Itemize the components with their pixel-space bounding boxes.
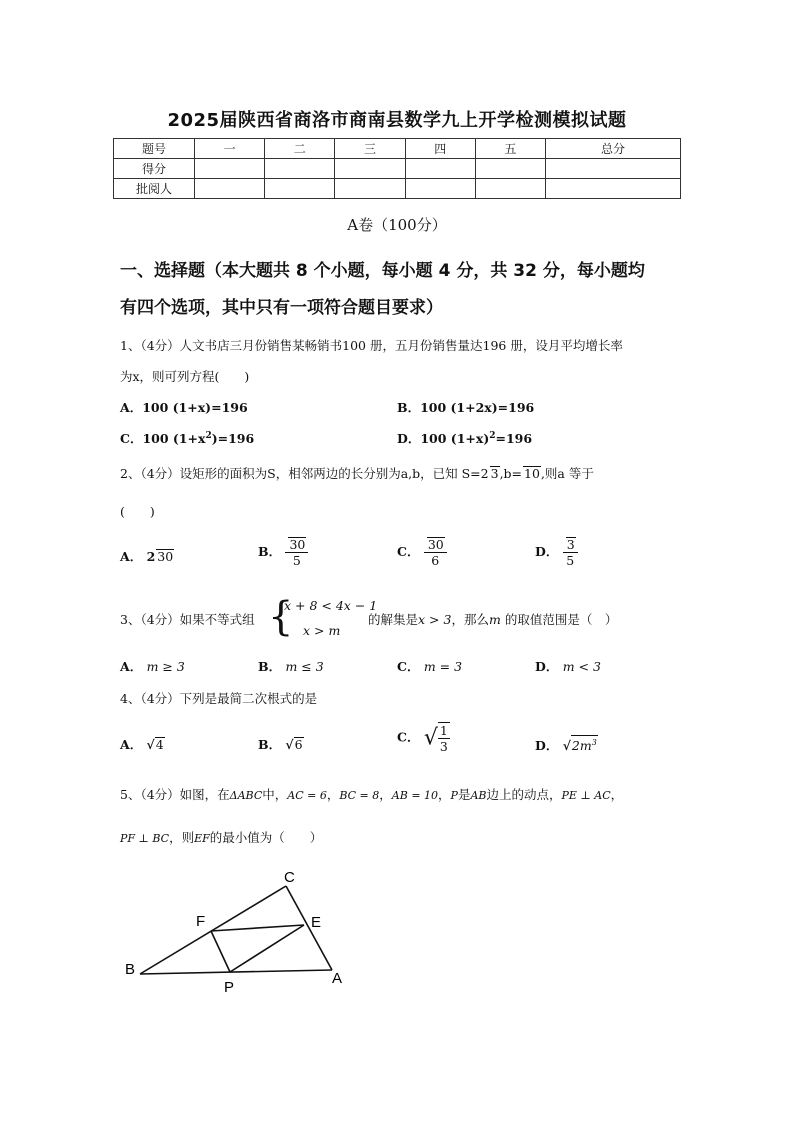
label-b: B: [125, 961, 136, 978]
question-1-line2: 为x，则可列方程( ): [120, 369, 250, 384]
table-cell: [546, 159, 681, 179]
segment-ba: [140, 970, 332, 974]
q4-option-a: A． √4: [120, 737, 164, 752]
table-cell: [265, 179, 335, 199]
segment-fe: [211, 925, 304, 931]
page-title: 2025届陕西省商洛市商南县数学九上开学检测模拟试题: [167, 110, 627, 131]
label-e: E: [311, 914, 322, 931]
q2-option-a: A． 2 30: [120, 549, 174, 564]
triangle-diagram: [110, 870, 370, 1010]
q2-option-b: B． $\frac{30}{5}$: [258, 537, 308, 568]
table-cell: [405, 179, 475, 199]
brace-icon: {: [268, 594, 294, 640]
q2-option-c: C． $\frac{30}{6}$: [397, 537, 447, 568]
question-2-line1: 2、（4分）设矩形的面积为S，相邻两边的长分别为a,b，已知 S=2 3,b= 10,则a 等于: [120, 466, 594, 481]
q4-option-c: C． √ $\frac{1}{3}$: [397, 723, 448, 754]
q4-option-b: B． √6: [258, 737, 303, 752]
question-3-post: 的解集是x > 3，那么m 的取值范围是（ ）: [368, 612, 618, 627]
table-cell: 批阅人: [114, 179, 195, 199]
table-cell: [546, 179, 681, 199]
table-cell: 得分: [114, 159, 195, 179]
table-cell: 总分: [546, 139, 681, 159]
table-row: [114, 159, 681, 179]
label-c: C: [284, 870, 295, 886]
q1-option-b: B．100 (1+2x)=196: [397, 400, 535, 415]
sqrt-10: 10: [524, 466, 540, 481]
table-cell: [335, 159, 405, 179]
volume-heading: A卷（100分）: [347, 216, 447, 234]
table-cell: 四: [405, 139, 475, 159]
q3-option-c: C． m = 3: [397, 659, 463, 674]
table-cell: 三: [335, 139, 405, 159]
segment-pe: [230, 925, 304, 972]
q1-option-d: D．100 $(1+x)^2=196$: [397, 430, 533, 446]
q1-option-c: C．100 $(1+x^2)=196$: [120, 430, 255, 446]
table-cell: [195, 179, 265, 199]
inequality-2: x > m: [303, 623, 341, 638]
segment-ca: [286, 886, 332, 970]
question-4: 4、（4分）下列是最简二次根式的是: [120, 691, 318, 706]
inequality-1: x + 8 < 4x − 1: [284, 598, 378, 613]
table-cell: 题号: [114, 139, 195, 159]
table-row: [114, 139, 681, 159]
table-cell: [475, 179, 545, 199]
question-1-line1: 1、（4分）人文书店三月份销售某畅销书100 册，五月份销售量达196 册，设月平均增长率: [120, 338, 623, 353]
q3-option-d: D． m < 3: [535, 659, 601, 674]
label-a: A: [332, 970, 343, 987]
label-p: P: [224, 979, 235, 996]
table-cell: [335, 179, 405, 199]
q2-option-d: D． $\frac{3}{5}$: [535, 537, 578, 568]
question-5-line2: PF ⊥ BC，则EF的最小值为（ ）: [120, 830, 323, 845]
table-cell: [475, 159, 545, 179]
segment-bc: [140, 886, 286, 974]
section-heading-line2: 有四个选项，其中只有一项符合题目要求）: [120, 298, 443, 318]
q3-option-b: B． m ≤ 3: [258, 659, 324, 674]
question-5-line1: 5、（4分）如图，在ΔABC中，AC = 6，BC = 8，AB = 10，P是AB边上的动点，PE ⊥ AC，: [120, 787, 624, 802]
table-cell: 二: [265, 139, 335, 159]
q3-option-a: A． m ≥ 3: [120, 659, 185, 674]
sqrt-3: 3: [490, 466, 499, 481]
table-row: [114, 179, 681, 199]
question-2-line2: ( ): [120, 504, 155, 519]
q4-option-d: D． $√2m^3$: [535, 735, 598, 754]
label-f: F: [196, 913, 206, 930]
question-3-pre: 3、（4分）如果不等式组: [120, 612, 255, 627]
q1-option-a: A．100 (1+x)=196: [120, 400, 248, 415]
segment-pf: [211, 931, 230, 972]
score-table: [113, 138, 681, 199]
section-heading-line1: 一、选择题（本大题共 8 个小题，每小题 4 分，共 32 分，每小题均: [120, 261, 645, 281]
table-cell: [405, 159, 475, 179]
table-cell: [265, 159, 335, 179]
table-cell: 一: [195, 139, 265, 159]
table-cell: [195, 159, 265, 179]
table-cell: 五: [475, 139, 545, 159]
